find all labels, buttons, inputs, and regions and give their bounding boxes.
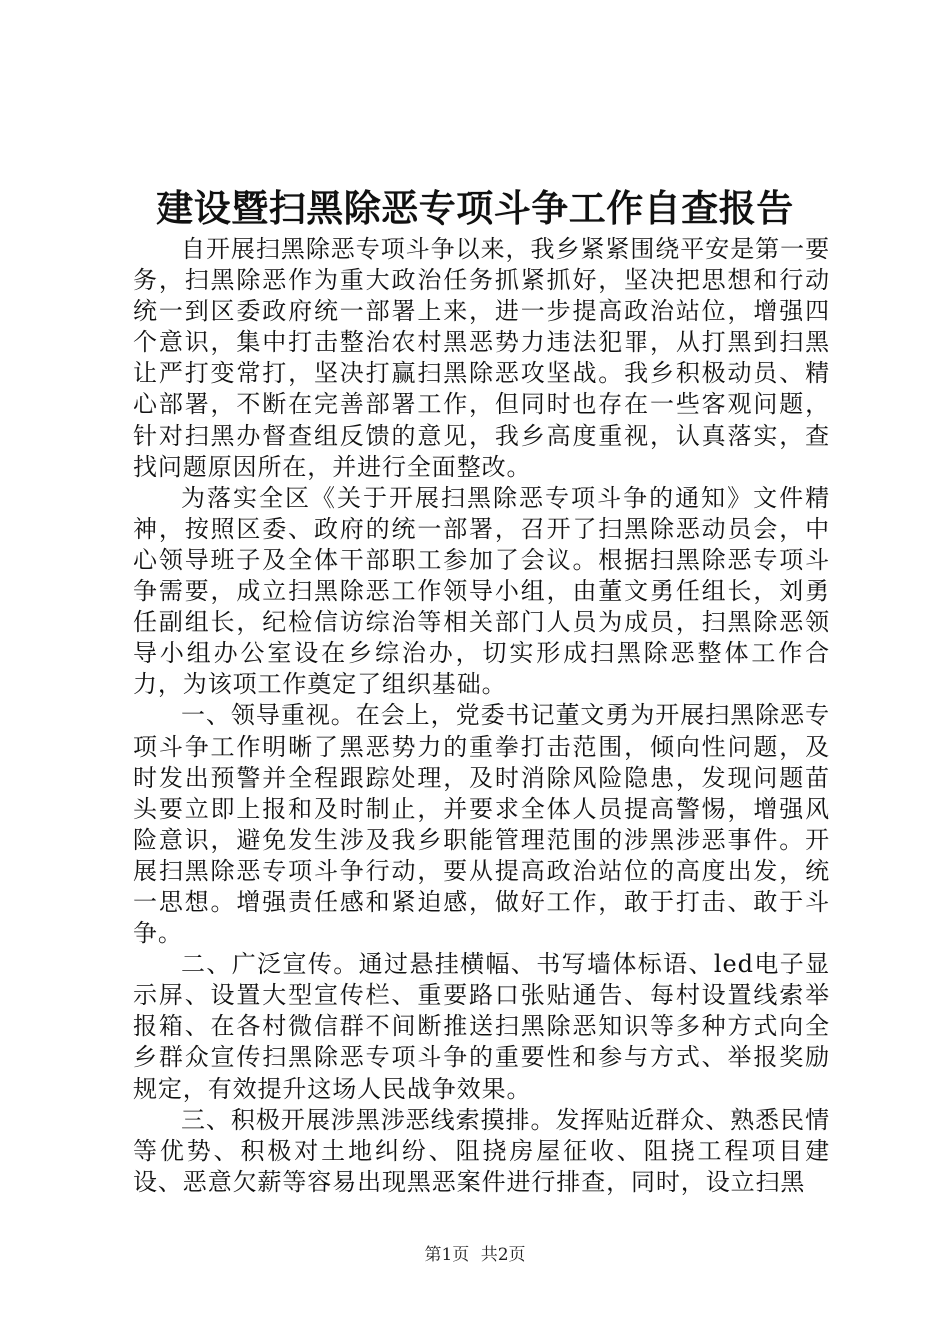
- paragraph-intro: 自开展扫黑除恶专项斗争以来，我乡紧紧围绕平安是第一要务，扫黑除恶作为重大政治任务抓紧抓好，坚决把思想和行动统一到区委政府统一部署上来，进一步提高政治站位，增强四个意识，集中打击整治农村黑恶势力违法犯罪，从打黑到扫黑让严打变常打，坚决打赢扫黑除恶攻坚战。我乡积极动员、精心部署，不断在完善部署工作，但同时也存在一些客观问题，针对扫黑办督查组反馈的意见，我乡高度重视，认真落实，查找问题原因所在，并进行全面整改。: [133, 235, 830, 481]
- page-total: 共2页: [480, 1245, 526, 1265]
- document-body: [133, 234, 830, 1198]
- paragraph-publicity: 二、广泛宣传。通过悬挂横幅、书写墙体标语、led电子显示屏、设置大型宣传栏、重要路口张贴通告、每村设置线索举报箱、在各村微信群不间断推送扫黑除恶知识等多种方式向全乡群众宣传扫黑除恶专项斗争的重要性和参与方式、举报奖励规定，有效提升这场人民战争效果。: [133, 950, 830, 1103]
- page-number: 第1页: [424, 1245, 470, 1265]
- page-footer: [0, 1244, 950, 1266]
- paragraph-organization: 为落实全区《关于开展扫黑除恶专项斗争的通知》文件精神，按照区委、政府的统一部署，召开了扫黑除恶动员会，中心领导班子及全体干部职工参加了会议。根据扫黑除恶专项斗争需要，成立扫黑除恶工作领导小组，由董文勇任组长，刘勇任副组长，纪检信访综治等相关部门人员为成员，扫黑除恶领导小组办公室设在乡综治办，切实形成扫黑除恶整体工作合力，为该项工作奠定了组织基础。: [133, 483, 830, 699]
- document-title: 建设暨扫黑除恶专项斗争工作自查报告: [156, 186, 794, 230]
- paragraph-leadership: 一、领导重视。在会上，党委书记董文勇为开展扫黑除恶专项斗争工作明晰了黑恶势力的重拳打击范围，倾向性问题，及时发出预警并全程跟踪处理，及时消除风险隐患，发现问题苗头要立即上报和及时制止，并要求全体人员提高警惕，增强风险意识，避免发生涉及我乡职能管理范围的涉黑涉恶事件。开展扫黑除恶专项斗争行动，要从提高政治站位的高度出发，统一思想。增强责任感和紧迫感，做好工作，敢于打击、敢于斗争。: [133, 701, 830, 948]
- paragraph-investigation: 三、积极开展涉黑涉恶线索摸排。发挥贴近群众、熟悉民情等优势、积极对土地纠纷、阻挠房屋征收、阻挠工程项目建设、恶意欠薪等容易出现黑恶案件进行排查，同时，设立扫黑: [133, 1105, 830, 1196]
